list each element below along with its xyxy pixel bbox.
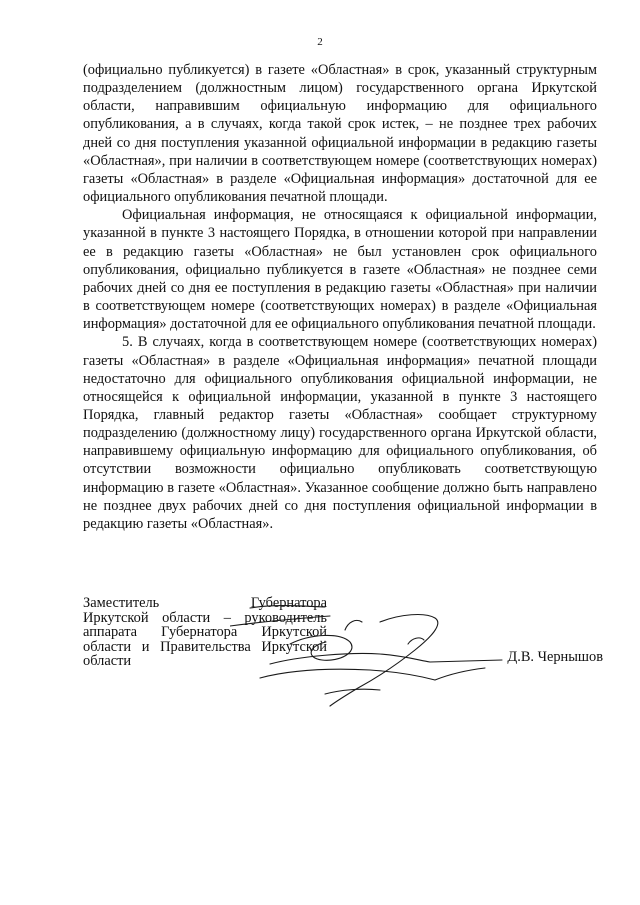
signatory-position-line-5: области (83, 653, 132, 669)
signatory-position-line-4: области и Правительства Иркутской (83, 638, 327, 655)
signatory-name: Д.В. Чернышов (507, 649, 603, 665)
paragraph-official-info: Официальная информация, не относящаяся к официальной информации, указанной в пункте 3 настоящего Порядка, в отношении которой при направлении ее в редакцию газеты «Областная» не был установлен срок официального опубликования, официально публикуется в газете «Областная» не позднее семи рабочих дней со дня ее поступления в редакцию газеты «Областная» при наличии в соответствующем номере (соответствующих номерах) в разделе «Официальная информация» достаточной для ее официального опубликования печатной площади. (83, 207, 597, 333)
paragraph-item-5: 5. В случаях, когда в соответствующем номере (соответствующих номерах) газеты «Областная» в разделе «Официальная информация» печатной площади недостаточно для официального опубликования официальной информации, не относящейся к официальной информации, указанной в пункте 3 настоящего Порядка, главный редактор газеты «Областная» сообщает структурному подразделению (должностному лицу) государственного органа Иркутской области, направившему официальную информацию для официального опубликования, об отсутствии возможности официально опубликовать соответствующую информацию в газете «Областная». Указанное сообщение должно быть направлено не позднее двух рабочих дней со дня поступления официальной информации в редакцию газеты «Областная». (83, 334, 597, 532)
document-body (83, 61, 597, 533)
page-number: 2 (317, 36, 323, 48)
signatory-position-line-1: Заместитель Губернатора (83, 595, 327, 611)
signatory-position-line-3: аппарата Губернатора Иркутской (83, 624, 327, 640)
handwritten-signature (230, 604, 510, 714)
signatory-position-line-2: Иркутской области – руководитель (83, 609, 327, 626)
paragraph-continued: (официально публикуется) в газете «Областная» в срок, указанный структурным подразделением (должностным лицом) государственного органа Иркутской области, направившим официальную информацию для официального опубликования, а в случаях, когда такой срок истек, – не позднее трех рабочих дней со дня поступления указанной официальной информации в редакцию газеты «Областная», при наличии в соответствующем номере (соответствующих номерах) газеты «Областная» в разделе «Официальная информация» достаточной для ее официального опубликования печатной площади. (83, 62, 597, 206)
